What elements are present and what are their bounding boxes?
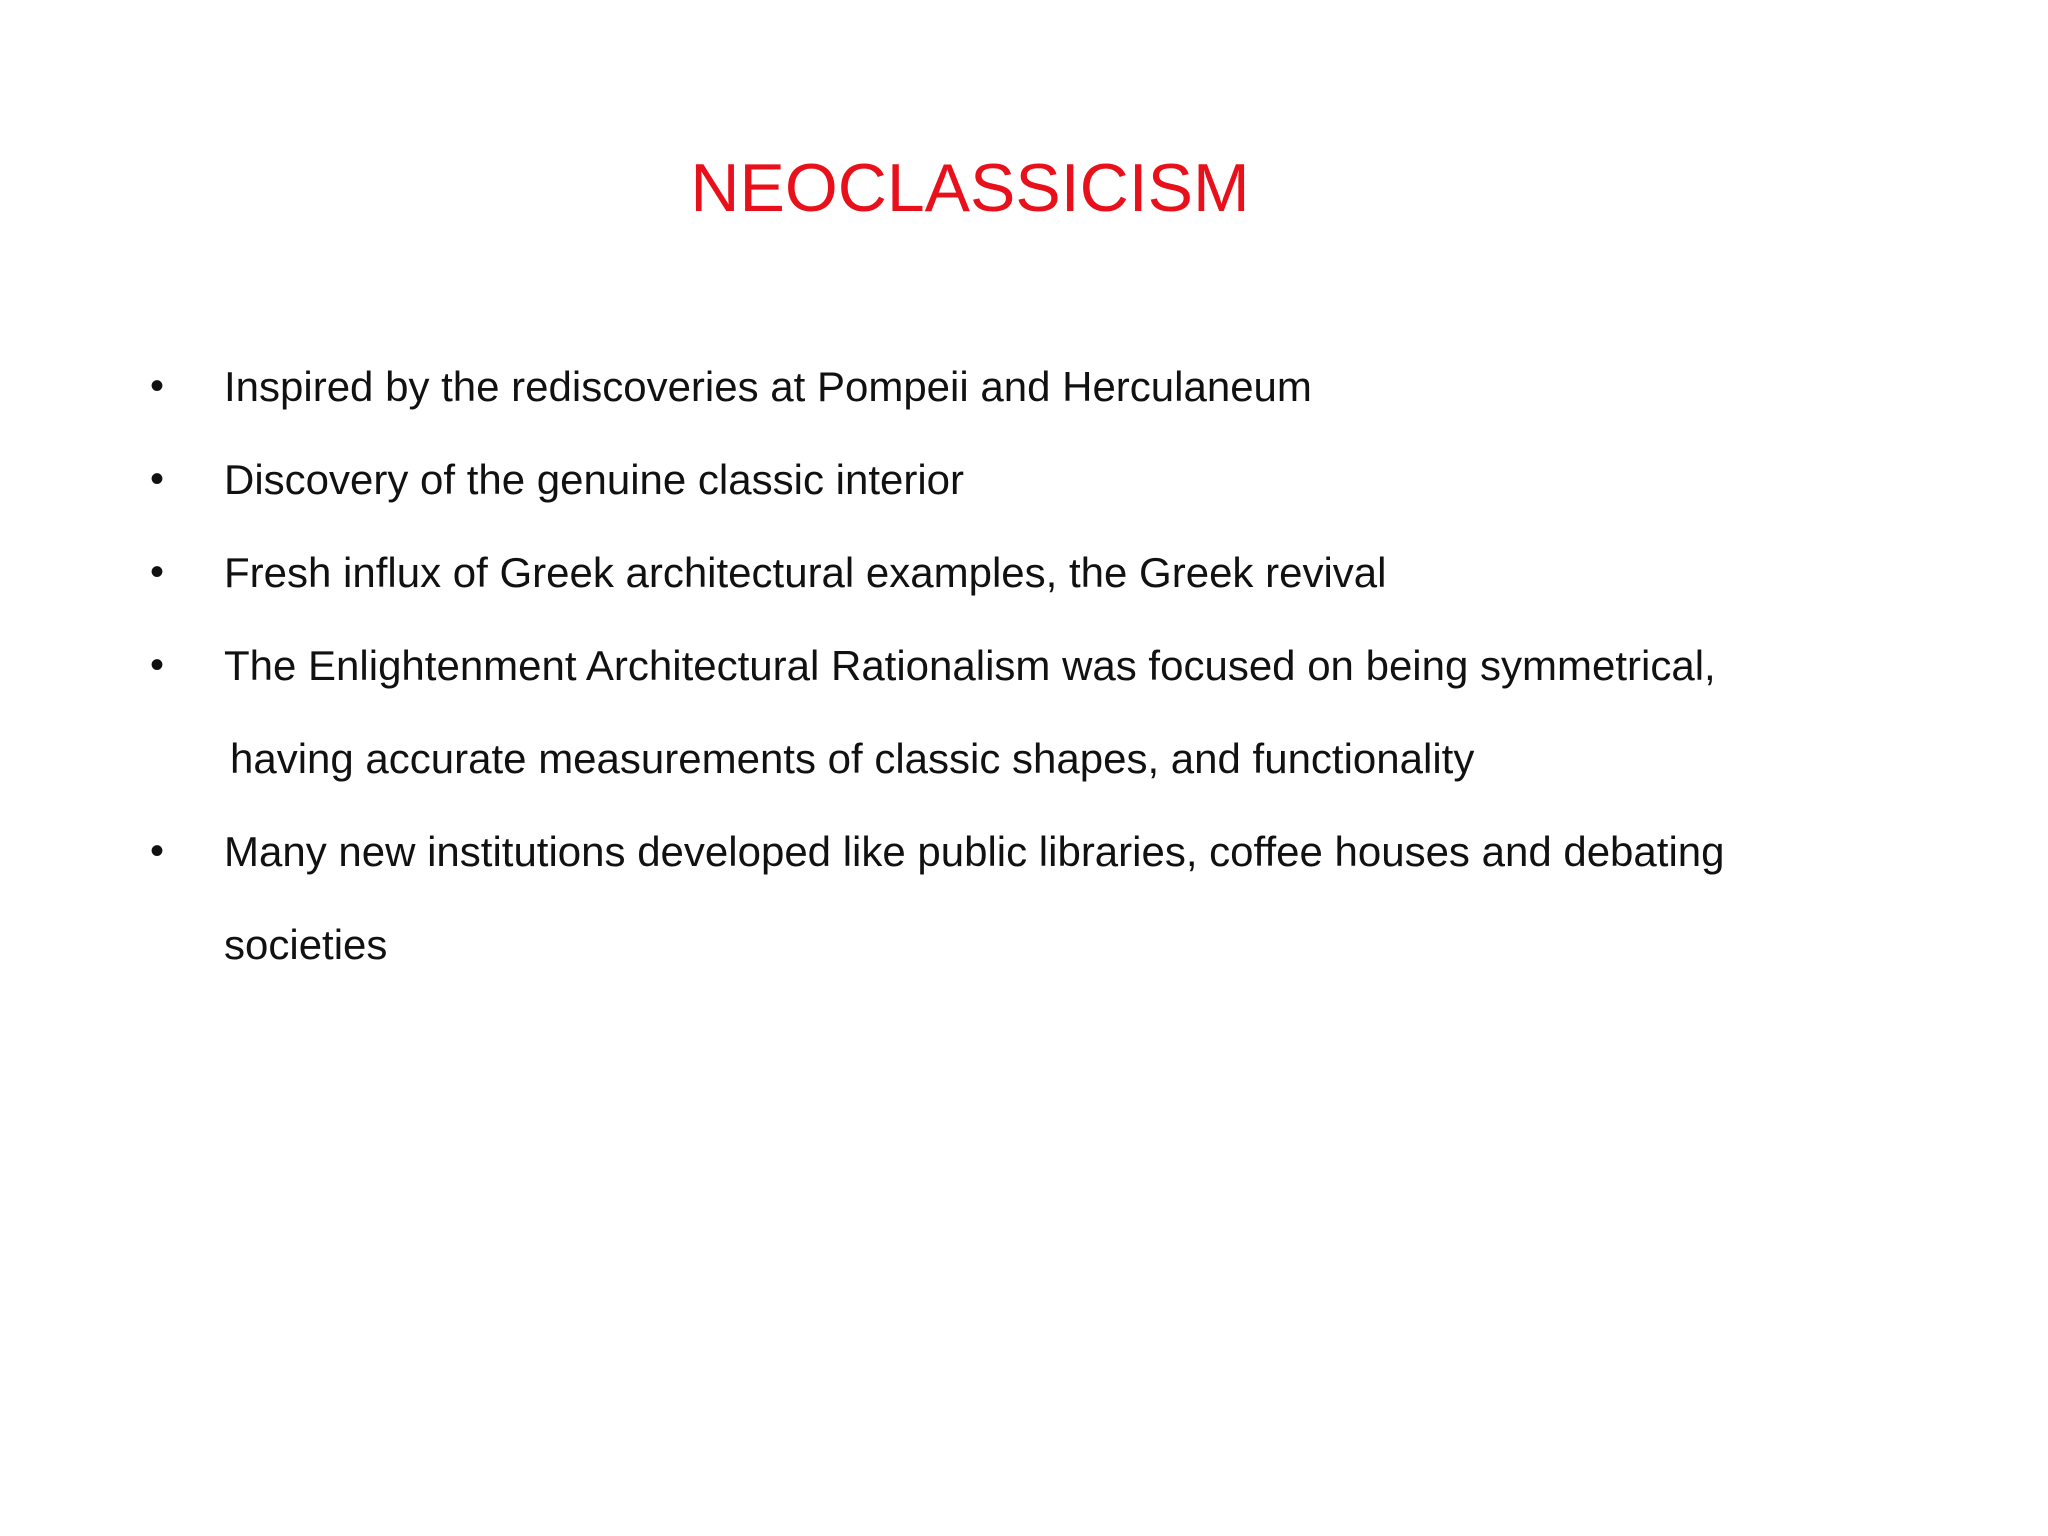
bullet-item	[150, 340, 1990, 433]
bullet-item	[150, 805, 1990, 898]
bullet-list	[150, 340, 1990, 991]
bullet-item	[150, 526, 1990, 619]
bullet-text-continued: societies	[224, 921, 388, 968]
bullet-item	[150, 433, 1990, 526]
bullet-text: Discovery of the genuine classic interior	[224, 456, 965, 503]
bullet-text: Many new institutions developed like public libraries, coffee houses and debating	[224, 828, 1725, 875]
bullet-continuation	[150, 712, 1990, 805]
bullet-marker: •	[150, 364, 165, 408]
bullet-marker: •	[150, 829, 165, 873]
bullet-text-continued: having accurate measurements of classic shapes, and functionality	[230, 735, 1475, 782]
bullet-text: Fresh influx of Greek architectural examples, the Greek revival	[224, 549, 1387, 596]
slide-title: NEOCLASSICISM	[690, 150, 1250, 226]
bullet-item	[150, 619, 1990, 712]
bullet-marker: •	[150, 643, 165, 687]
bullet-text: The Enlightenment Architectural Rationalism was focused on being symmetrical,	[224, 642, 1716, 689]
bullet-text: Inspired by the rediscoveries at Pompeii and Herculaneum	[224, 363, 1312, 410]
bullet-continuation	[150, 898, 1990, 991]
bullet-marker: •	[150, 457, 165, 501]
bullet-marker: •	[150, 550, 165, 594]
